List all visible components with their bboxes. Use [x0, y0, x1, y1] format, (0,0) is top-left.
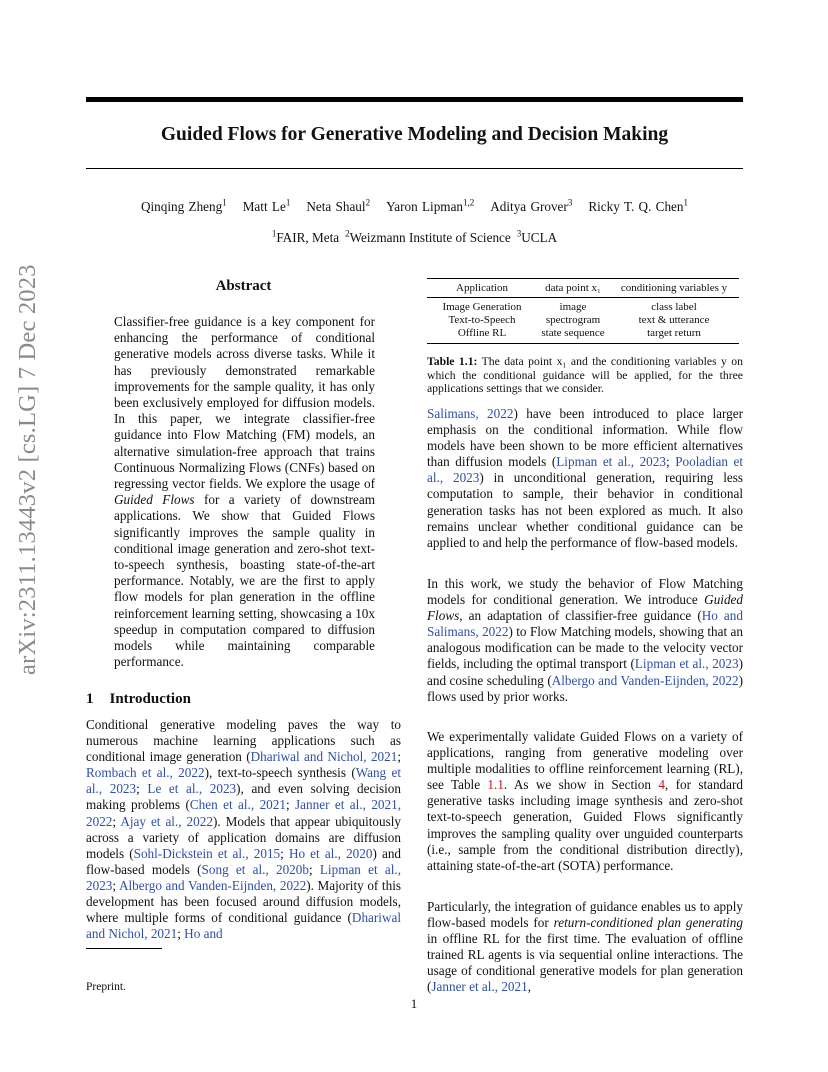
affiliation-name: FAIR, Meta — [276, 230, 340, 245]
citation-link[interactable]: Sohl-Dickstein et al., 2015 — [133, 845, 281, 861]
body-paragraph-2 — [427, 576, 743, 705]
footnote: Preprint. — [86, 981, 126, 993]
section-heading-introduction — [86, 691, 191, 708]
body-text: Particularly, the integration of guidance enables us to apply flow-based models for — [427, 899, 743, 931]
author-affiliation-mark: 1 — [683, 197, 688, 208]
table-cell: target return — [647, 326, 701, 339]
emphasis-text: Guided Flows — [427, 592, 743, 624]
citation-link[interactable]: Janner et al., 2021 — [431, 979, 528, 995]
cross-reference-link[interactable]: 1.1 — [487, 777, 504, 793]
citation-link[interactable]: Dhariwal and Nichol, 2021 — [250, 749, 398, 765]
body-text: ), and even solving decision making problems ( — [86, 781, 401, 813]
citation-link[interactable]: Salimans, 2022 — [427, 406, 514, 421]
citation-link[interactable]: Albergo and Vanden-Eijnden, 2022 — [551, 672, 739, 688]
abstract-body — [114, 314, 375, 670]
body-text: ) in unconditional generation, requiring less computation to sample, their behavior in conditional generation tasks has not been explored as much. It also remains unclear whether conditional guidance can be applied to and help the performance of flow-based models. — [427, 470, 743, 550]
body-paragraph-1 — [427, 406, 743, 551]
citation-link[interactable]: Le et al., 2023 — [147, 781, 237, 797]
cross-reference-link[interactable]: 4 — [658, 777, 665, 793]
citation-link[interactable]: Dhariwal and Nichol, 2021 — [86, 910, 401, 942]
abstract-emphasis: Guided Flows — [114, 492, 195, 508]
author-affiliation-mark: 1 — [285, 197, 291, 208]
body-text: ) have been introduced to place larger emphasis on the conditional information. While flow models have been shown to be more efficient alternatives than diffusion models ( — [427, 406, 743, 470]
citation-link[interactable]: Pooladian et al., 2023 — [427, 454, 744, 486]
table-header-row — [427, 279, 739, 297]
title-top-rule — [86, 97, 743, 102]
body-text: ; — [285, 797, 296, 813]
table-row — [427, 327, 739, 340]
affiliation — [272, 230, 339, 245]
abstract-heading: Abstract — [215, 278, 272, 294]
affiliation-mark: 2 — [345, 228, 350, 239]
title-bottom-rule — [86, 168, 743, 169]
table-header-cell: data point x₁ — [545, 282, 601, 295]
table-cell: Text-to-Speech — [448, 313, 516, 326]
citation-link[interactable]: Ho and — [184, 926, 223, 942]
body-text: ) flows used by prior works. — [427, 672, 743, 704]
citation-link[interactable]: Ho and Salimans, 2022 — [427, 608, 743, 640]
citation-link[interactable]: Ajay et al., 2022 — [120, 813, 213, 829]
author-name: Yaron Lipman$^{1,2}$ — [386, 197, 475, 214]
table-body — [427, 301, 739, 340]
affiliation-list — [86, 230, 743, 246]
author-name: Neta Shaul$^2$ — [306, 197, 371, 214]
citation-link[interactable]: Janner et al., 2021, 2022 — [86, 797, 402, 829]
body-text: ; — [308, 861, 320, 877]
body-text: ; — [665, 454, 676, 470]
body-text: In this work, we study the behavior of Flow Matching models for conditional generation. We introduce — [427, 576, 743, 608]
table-header-cell: Application — [456, 282, 508, 295]
affiliation — [517, 230, 557, 245]
author-name: Qinqing Zheng$^1$ — [140, 197, 227, 214]
author-name: Matt Le$^1$ — [242, 197, 291, 214]
body-paragraph-4 — [427, 899, 743, 996]
table-row — [427, 314, 739, 327]
applications-table — [427, 278, 739, 344]
affiliation-name: Weizmann Institute of Science — [349, 230, 511, 245]
affiliation-name: UCLA — [521, 230, 558, 245]
body-text: ; — [112, 813, 121, 829]
author-name: Ricky T. Q. Chen$^1$ — [588, 197, 688, 214]
body-paragraph-3 — [427, 729, 743, 874]
introduction-paragraph — [86, 717, 401, 942]
affiliation-mark: 1 — [271, 228, 277, 239]
body-text: in offline RL for the first time. The evaluation of offline trained RL agents is via sequential online interactions. The usage of conditional generative models for plan generation ( — [427, 931, 743, 995]
citation-link[interactable]: Lipman et al., 2023 — [634, 656, 739, 672]
abstract-text-2: for a variety of downstream applications. We show that Guided Flows significantly improves the sample quality in conditional image generation and zero-shot text-to-speech synthesis, boasting state-of-the-art performance. Notably, we are the first to apply flow models for plan generation in the offline reinforcement learning setting, showcasing a 10x speedup in computation compared to diffusion models while maintaining comparable performance. — [114, 492, 375, 670]
author-affiliation-mark: 1,2 — [463, 197, 475, 208]
citation-link[interactable]: Rombach et al., 2022 — [86, 765, 205, 781]
table-cell: Image Generation — [442, 300, 522, 313]
caption-label: Table 1.1: — [427, 355, 478, 368]
citation-link[interactable]: Lipman et al., 2023 — [86, 861, 401, 893]
emphasis-text: return-conditioned plan generating — [553, 915, 743, 931]
arxiv-identifier[interactable]: arXiv:2311.13443v2 [cs.LG] 7 Dec 2023 — [14, 264, 41, 675]
author-list — [86, 199, 743, 215]
section-number: 1 — [86, 691, 94, 707]
body-text: , for standard generative tasks including image synthesis and zero-shot text-to-speech generation, Guided Flows significantly improves the sampling quality over unguided counterparts (i.e., sample from the conditional distribution directly), attaining state-of-the-art (SOTA) performance. — [427, 777, 743, 873]
author-affiliation-mark: 1 — [222, 197, 227, 208]
abstract-text-1: Classifier-free guidance is a key component for enhancing the performance of conditional generative models across diverse tasks. While it has previously demonstrated remarkable improvements for the sample quality, it has only been exclusively employed for diffusion models. In this paper, we integrate classifier-free guidance into Flow Matching (FM) models, an alternative simulation-free approach that trains Continuous Normalizing Flows (CNFs) based on regressing vector fields. We explore the usage of — [114, 314, 375, 492]
citation-link[interactable]: Albergo and Vanden-Eijnden, 2022 — [118, 877, 307, 893]
body-text: ; — [280, 845, 289, 861]
section-title: Introduction — [109, 691, 191, 707]
author-affiliation-mark: 2 — [365, 197, 371, 208]
citation-link[interactable]: Chen et al., 2021 — [189, 797, 286, 813]
page-number: 1 — [410, 996, 418, 1011]
body-text: ). Majority of this development has been focused around diffusion models, where multiple forms of conditional guidance ( — [86, 877, 401, 926]
table-caption — [427, 355, 743, 396]
body-text: ). Models that appear ubiquitously across a variety of application domains are diffusion models ( — [86, 813, 402, 861]
body-text: ), text-to-speech synthesis ( — [204, 765, 356, 781]
body-text: ; — [112, 877, 119, 893]
body-text: Conditional generative modeling paves the way to numerous machine learning applications such as conditional image generation ( — [86, 717, 401, 765]
body-text: ; — [177, 926, 185, 942]
paper-title: Guided Flows for Generative Modeling and Decision Making — [160, 124, 669, 145]
table-bottom-rule — [427, 343, 739, 344]
body-text: ) and cosine scheduling ( — [427, 656, 743, 688]
footnote-rule — [86, 948, 162, 949]
table-cell: text & utterance — [638, 313, 710, 326]
table-header-cell: conditioning variables y — [620, 282, 728, 295]
citation-link[interactable]: Ho et al., 2020 — [288, 845, 373, 861]
author-name: Aditya Grover$^3$ — [490, 197, 573, 214]
body-text: ; — [397, 749, 401, 765]
table-cell: class label — [651, 300, 697, 313]
affiliation-mark: 3 — [516, 228, 522, 239]
table-cell: state sequence — [541, 326, 605, 339]
body-text: . As we show in Section — [503, 777, 659, 793]
body-text: , an adaptation of classifier-free guidance ( — [459, 608, 702, 624]
citation-link[interactable]: Wang et al., 2023 — [86, 765, 402, 797]
body-text: ) to Flow Matching models, showing that an analogous modification can be made to the velocity vector fields, including the optimal transport ( — [427, 624, 743, 672]
affiliation — [345, 230, 511, 245]
body-text: ; — [136, 781, 148, 797]
body-text: We experimentally validate Guided Flows on a variety of applications, ranging from generative modeling over multiple modalities to offline reinforcement learning (RL), see Table — [427, 729, 743, 793]
table-cell: Offline RL — [457, 326, 507, 339]
citation-link[interactable]: Song et al., 2020b — [201, 861, 309, 877]
citation-link[interactable]: Lipman et al., 2023 — [556, 454, 666, 470]
body-text: , — [527, 979, 532, 995]
caption-text: The data point x₁ and the conditioning variables y on which the conditional guidance will be applied, for the three applications settings that we consider. — [427, 355, 743, 396]
author-affiliation-mark: 3 — [567, 197, 573, 208]
table-cell: image — [559, 300, 587, 313]
body-text: ) and flow-based models ( — [86, 845, 402, 877]
table-row — [427, 301, 739, 314]
table-cell: spectrogram — [545, 313, 601, 326]
